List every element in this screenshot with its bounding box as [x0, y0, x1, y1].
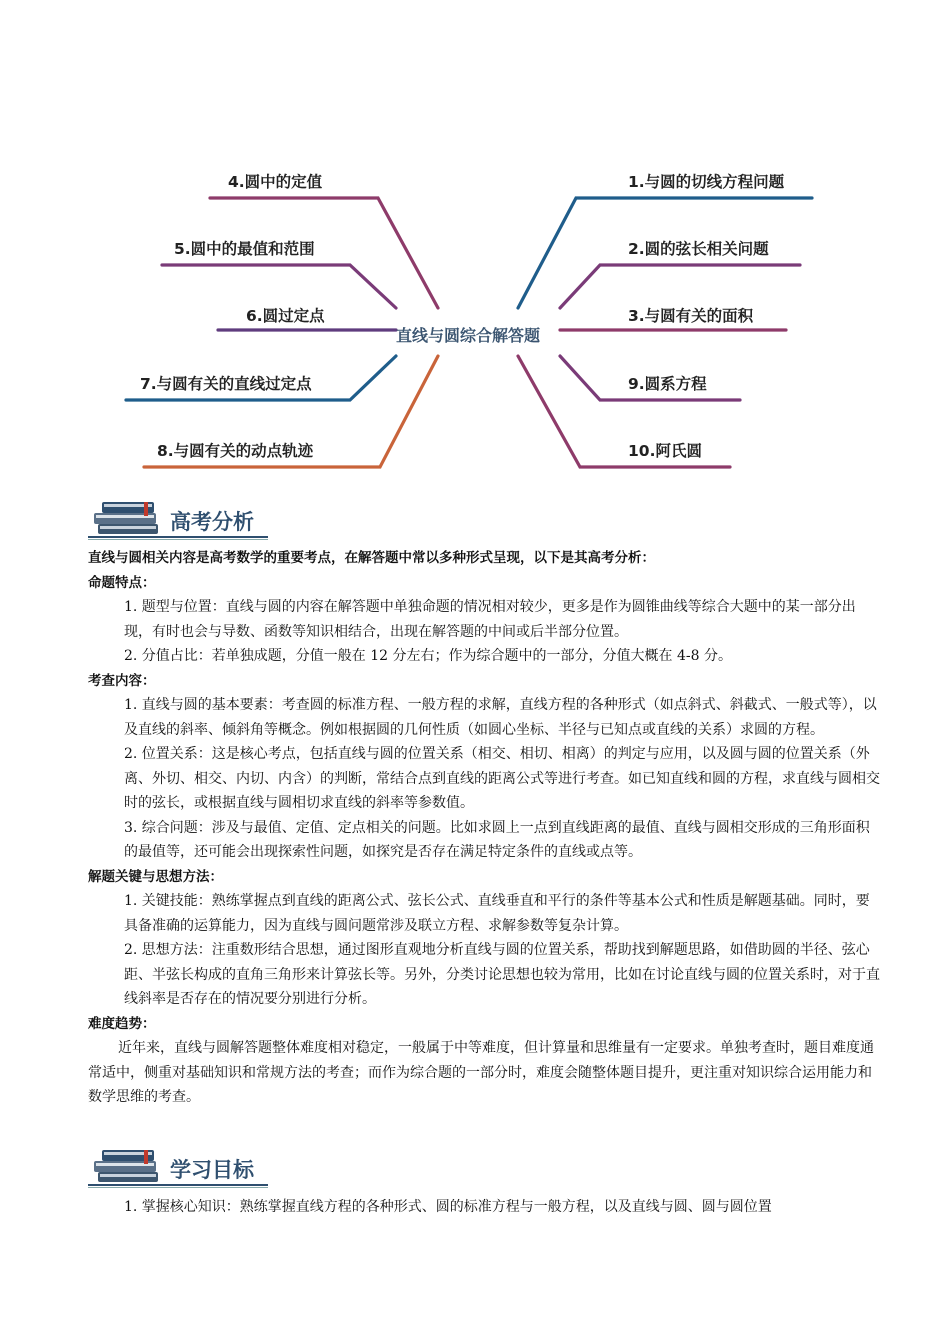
- section-title: 高考分析: [170, 510, 254, 534]
- mind-map-item-1: 1.与圆的切线方程问题: [628, 173, 785, 191]
- mind-map-item-9: 9.圆系方程: [628, 375, 707, 393]
- paragraph: 近年来，直线与圆解答题整体难度相对稳定，一般属于中等难度，但计算量和思维量有一定要求。单独考查时，题目难度通常适中，侧重对基础知识和常规方法的考查；而作为综合题的一部分时，难度会随整体题目提升，更注重对知识综合运用能力和数学思维的考查。: [88, 1040, 874, 1105]
- paragraph: 2. 思想方法：注重数形结合思想，通过图形直观地分析直线与圆的位置关系，帮助找到解题思路，如借助圆的半径、弦心距、半弦长构成的直角三角形来计算弦长等。另外，分类讨论思想也较为常用，比如在讨论直线与圆的位置关系时，对于直线斜率是否存在的情况要分别进行分析。: [124, 942, 880, 1007]
- mind-map-lines: [0, 150, 950, 490]
- branch-line-right-2: [560, 265, 800, 308]
- mind-map-item-2: 2.圆的弦长相关问题: [628, 240, 769, 258]
- subheading-methods: 解题关键与思想方法：: [88, 868, 223, 885]
- paragraph: 3. 综合问题：涉及与最值、定值、定点相关的问题。比如求圆上一点到直线距离的最值、直线与圆相交形成的三角形面积的最值等，还可能会出现探索性问题，如探究是否存在满足特定条件的直线或点等。: [124, 819, 870, 860]
- divider: [88, 1187, 268, 1188]
- analysis-body: [88, 546, 883, 1110]
- books-icon: [90, 1146, 168, 1186]
- mind-map-center: 直线与圆综合解答题: [396, 326, 541, 345]
- divider: [88, 1184, 268, 1186]
- paragraph: 2. 位置关系：这是核心考点，包括直线与圆的位置关系（相交、相切、相离）的判定与应用，以及圆与圆的位置关系（外离、外切、相交、内切、内含）的判断，常结合点到直线的距离公式等进行考查。如已知直线和圆的方程，求直线与圆相交时的弦长，或根据直线与圆相切求直线的斜率等参数值。: [124, 746, 880, 811]
- mind-map-item-4: 4.圆中的定值: [228, 173, 323, 191]
- mind-map-item-7: 7.与圆有关的直线过定点: [140, 375, 312, 393]
- section-title: 学习目标: [170, 1158, 254, 1182]
- paragraph: 1. 掌握核心知识：熟练掌握直线方程的各种形式、圆的标准方程与一般方程，以及直线与圆、圆与圆位置: [124, 1199, 772, 1215]
- mind-map-item-8: 8.与圆有关的动点轨迹: [157, 442, 314, 460]
- subheading-features: 命题特点：: [88, 574, 156, 591]
- paragraph: 2. 分值占比：若单独成题，分值一般在 12 分左右；作为综合题中的一部分，分值大概在 4-8 分。: [124, 648, 732, 664]
- divider: [88, 539, 268, 540]
- books-icon: [90, 498, 168, 538]
- mind-map: [0, 150, 950, 490]
- paragraph: 1. 关键技能：熟练掌握点到直线的距离公式、弦长公式、直线垂直和平行的条件等基本公式和性质是解题基础。同时，要具备准确的运算能力，因为直线与圆问题常涉及联立方程、求解参数等复杂计算。: [124, 893, 870, 934]
- section-heading-analysis: [88, 498, 268, 542]
- section-heading-goals: [88, 1146, 268, 1190]
- mind-map-item-10: 10.阿氏圆: [628, 442, 702, 460]
- subheading-content: 考查内容：: [88, 672, 156, 689]
- paragraph: 1. 题型与位置：直线与圆的内容在解答题中单独命题的情况相对较少，更多是作为圆锥曲线等综合大题中的某一部分出现，有时也会与导数、函数等知识相结合，出现在解答题的中间或后半部分位置。: [124, 599, 856, 640]
- mind-map-item-5: 5.圆中的最值和范围: [174, 240, 315, 258]
- divider: [88, 536, 268, 538]
- goals-body: [88, 1195, 883, 1220]
- paragraph: 1. 直线与圆的基本要素：考查圆的标准方程、一般方程的求解，直线方程的各种形式（如点斜式、斜截式、一般式等），以及直线的斜率、倾斜角等概念。例如根据圆的几何性质（如圆心坐标、半径与已知点或直线的关系）求圆的方程。: [124, 697, 877, 738]
- mind-map-item-3: 3.与圆有关的面积: [628, 307, 754, 325]
- branch-line-left-2: [162, 265, 396, 308]
- intro-text: 直线与圆相关内容是高考数学的重要考点，在解答题中常以多种形式呈现，以下是其高考分析：: [88, 550, 655, 566]
- subheading-difficulty: 难度趋势：: [88, 1015, 156, 1032]
- mind-map-item-6: 6.圆过定点: [246, 307, 325, 325]
